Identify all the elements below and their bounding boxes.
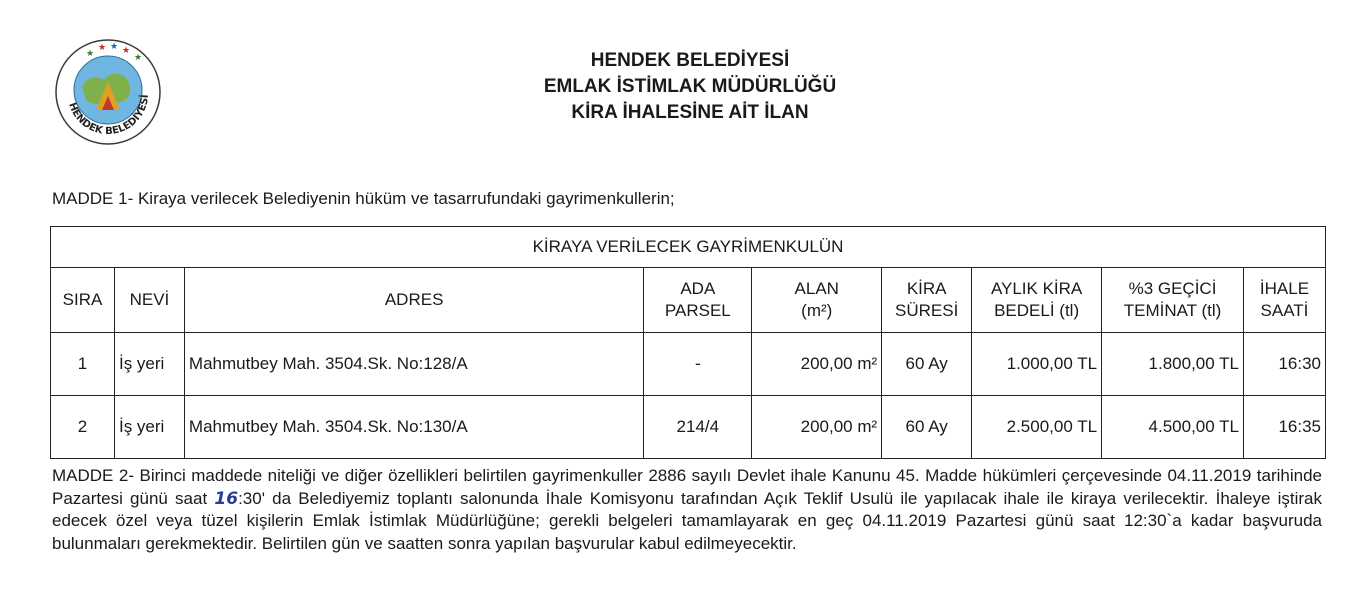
cell-ihale-saati: 16:30 [1243,333,1325,396]
header-line-2: EMLAK İSTİMLAK MÜDÜRLÜĞÜ [543,76,837,97]
madde-1-text: MADDE 1- Kiraya verilecek Belediyenin hüküm ve tasarrufundaki gayrimenkullerin; [52,189,675,208]
cell-nevi: İş yeri [114,396,184,459]
cell-alan: 200,00 m² [752,396,882,459]
col-kira-suresi-line-1: KİRA [906,279,947,298]
municipality-logo [52,36,164,148]
handwritten-hour: 16 [214,488,239,509]
header-line-1: HENDEK BELEDİYESİ [590,50,790,71]
col-kira-suresi-line-2: SÜRESİ [895,301,959,320]
table-title: KİRAYA VERİLECEK GAYRİMENKULÜN [51,227,1326,268]
col-adres: ADRES [184,268,643,333]
col-ada-parsel [644,268,752,333]
cell-aylik-kira: 2.500,00 TL [972,396,1102,459]
col-teminat-line-1: %3 GEÇİCİ [1128,279,1217,298]
madde-2-part-1: MADDE 2- Birinci maddede niteliği ve diğer özellikleri belirtilen gayrimenkuller 2886 sayılı Devlet ihale Kanunu 45. Madde hükümleri çerçevesinde 04.11.2019 tarihinde Pazartesi günü saat [52,466,1322,508]
cell-kira-suresi: 60 Ay [882,333,972,396]
cell-nevi: İş yeri [114,333,184,396]
svg-text:★: ★ [98,42,107,52]
cell-ada-parsel: - [644,333,752,396]
madde-2-part-2: :30' da Belediyemiz toplantı salonunda İhale Komisyonu tarafından Açık Teklif Usulü ile yapılacak ihale ile kiraya verilecektir. İhaleye iştirak edecek özel veya tüzel kişilerin Emlak İstimlak Müdürlüğüne; gerekli belgeleri tamamlayarak en geç 04.11.2019 Pazartesi günü saat 12:30`a kadar başvuruda bulunmaları gerekmektedir. Belirtilen gün ve saatten sonra yapılan başvurular kabul edilmeyecektir. [52,488,1322,553]
cell-sira: 2 [51,396,115,459]
svg-text:★: ★ [134,52,143,62]
col-ada-parsel-line-2: PARSEL [664,301,731,320]
col-ihale-saati-line-1: İHALE [1259,279,1310,298]
col-aylik-kira-line-2: BEDELİ (tl) [994,301,1080,320]
col-ihale-saati [1243,268,1325,333]
col-ihale-saati-line-2: SAATİ [1260,301,1309,320]
svg-text:★: ★ [122,45,131,55]
cell-adres: Mahmutbey Mah. 3504.Sk. No:130/A [184,396,643,459]
col-teminat [1102,268,1244,333]
cell-sira: 1 [51,333,115,396]
document-header [420,48,960,126]
rental-table [50,226,1326,459]
table-row [51,333,1326,396]
logo-text: HENDEK BELEDİYESİ [66,94,152,138]
cell-alan: 200,00 m² [752,333,882,396]
table-header-row [51,268,1326,333]
madde-2-text [52,465,1322,555]
col-aylik-kira [972,268,1102,333]
col-alan-line-2: (m²) [801,301,833,320]
col-aylik-kira-line-1: AYLIK KİRA [990,279,1083,298]
col-ada-parsel-line-1: ADA [680,279,716,298]
col-kira-suresi [882,268,972,333]
header-line-3: KİRA İHALESİNE AİT İLAN [571,102,809,123]
svg-text:★: ★ [86,48,95,58]
cell-teminat: 1.800,00 TL [1102,333,1244,396]
cell-ihale-saati: 16:35 [1243,396,1325,459]
cell-teminat: 4.500,00 TL [1102,396,1244,459]
cell-kira-suresi: 60 Ay [882,396,972,459]
col-alan-line-1: ALAN [794,279,839,298]
col-nevi: NEVİ [114,268,184,333]
cell-adres: Mahmutbey Mah. 3504.Sk. No:128/A [184,333,643,396]
col-teminat-line-2: TEMİNAT (tl) [1123,301,1222,320]
table-row [51,396,1326,459]
cell-ada-parsel: 214/4 [644,396,752,459]
col-alan [752,268,882,333]
svg-text:★: ★ [110,41,119,51]
col-sira: SIRA [51,268,115,333]
cell-aylik-kira: 1.000,00 TL [972,333,1102,396]
